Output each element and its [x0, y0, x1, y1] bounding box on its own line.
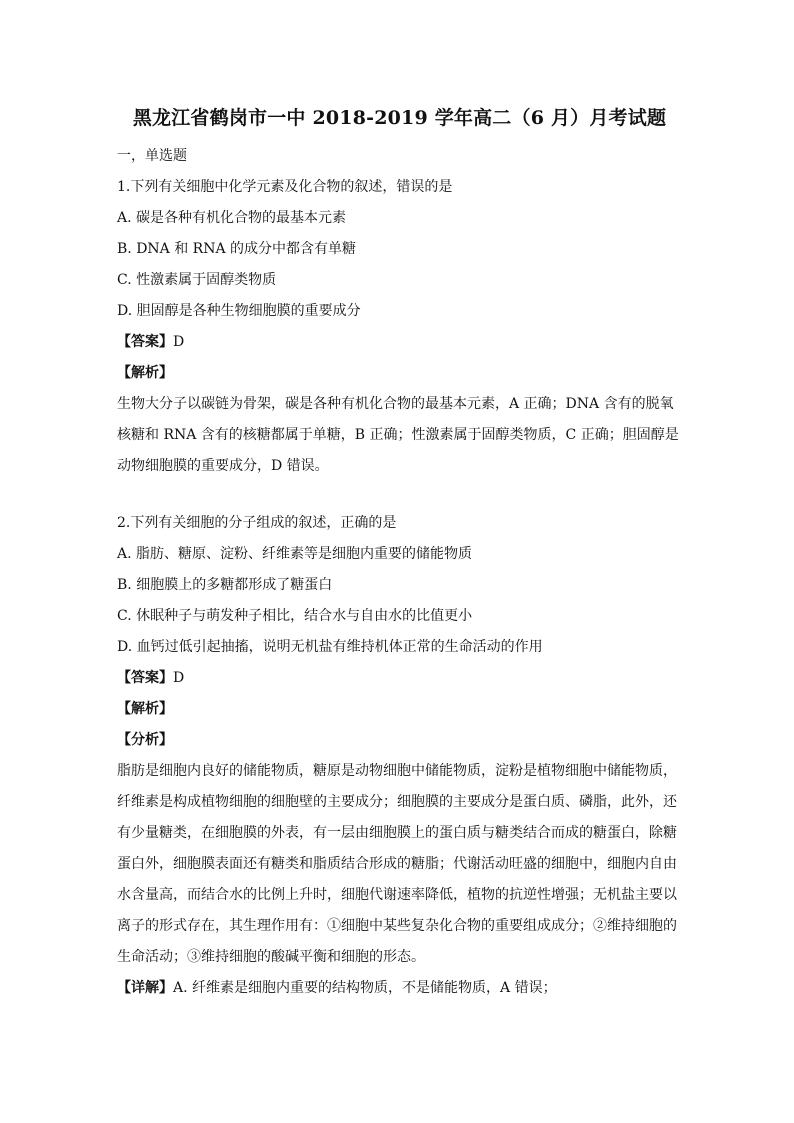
answer-value: D — [173, 670, 185, 686]
question-2-analysis-label: 【解析】 — [117, 701, 173, 717]
xiangjie-label: 【详解】 — [117, 980, 173, 996]
fenxi-line: 有少量糖类，在细胞膜的外表，有一层由细胞膜上的蛋白质与糖类结合而成的糖蛋白，除糖 — [117, 825, 677, 841]
fenxi-line: 生命活动；③维持细胞的酸碱平衡和细胞的形态。 — [117, 949, 425, 965]
answer-label: 【答案】 — [117, 670, 173, 686]
question-1-option-a: A. 碳是各种有机化合物的最基本元素 — [117, 210, 347, 226]
fenxi-line: 纤维素是构成植物细胞的细胞壁的主要成分；细胞膜的主要成分是蛋白质、磷脂，此外，还 — [117, 794, 677, 810]
fenxi-line: 水含量高，而结合水的比例上升时，细胞代谢速率降低，植物的抗逆性增强；无机盐主要以 — [117, 887, 677, 903]
question-2-option-d: D. 血钙过低引起抽搐，说明无机盐有维持机体正常的生命活动的作用 — [117, 639, 543, 655]
answer-label: 【答案】 — [117, 334, 173, 350]
question-2-option-b: B. 细胞膜上的多糖都形成了糖蛋白 — [117, 577, 333, 593]
analysis-line: 动物细胞膜的重要成分，D 错误。 — [117, 458, 329, 474]
fenxi-line: 蛋白外，细胞膜表面还有糖类和脂质结合形成的糖脂；代谢活动旺盛的细胞中，细胞内自由 — [117, 856, 677, 872]
xiangjie-text: A. 纤维素是细胞内重要的结构物质，不是储能物质，A 错误； — [173, 980, 557, 996]
section-heading: 一，单选题 — [117, 148, 187, 164]
question-1 — [117, 172, 682, 482]
question-2-answer — [117, 663, 682, 694]
question-2-stem: 2.下列有关细胞的分子组成的叙述，正确的是 — [117, 515, 397, 531]
question-2-xiangjie — [117, 973, 682, 1004]
question-2-fenxi-label: 【分析】 — [117, 732, 173, 748]
question-2-option-c: C. 休眠种子与萌发种子相比，结合水与自由水的比值更小 — [117, 608, 473, 624]
answer-value: D — [173, 334, 185, 350]
question-1-option-d: D. 胆固醇是各种生物细胞膜的重要成分 — [117, 303, 361, 319]
question-1-option-c: C. 性激素属于固醇类物质 — [117, 272, 277, 288]
document-page — [117, 103, 682, 1004]
question-1-analysis-label: 【解析】 — [117, 365, 173, 381]
page-title: 黑龙江省鹤岗市一中 2018-2019 学年高二（6 月）月考试题 — [132, 107, 667, 129]
question-1-answer — [117, 327, 682, 358]
analysis-line: 核糖和 RNA 含有的核糖都属于单糖，B 正确；性激素属于固醇类物质，C 正确；胆固醇是 — [117, 427, 679, 443]
fenxi-line: 离子的形式存在，其生理作用有：①细胞中某些复杂化合物的重要组成成分；②维持细胞的 — [117, 918, 677, 934]
question-1-option-b: B. DNA 和 RNA 的成分中都含有单糖 — [117, 241, 357, 257]
spacer — [117, 482, 682, 508]
analysis-line: 生物大分子以碳链为骨架，碳是各种有机化合物的最基本元素，A 正确；DNA 含有的脱氧 — [117, 396, 674, 412]
question-1-stem: 1.下列有关细胞中化学元素及化合物的叙述，错误的是 — [117, 179, 453, 195]
question-2 — [117, 508, 682, 1004]
fenxi-line: 脂肪是细胞内良好的储能物质，糖原是动物细胞中储能物质，淀粉是植物细胞中储能物质， — [117, 763, 677, 779]
question-1-analysis — [117, 389, 682, 482]
question-2-fenxi — [117, 756, 682, 973]
question-2-option-a: A. 脂肪、糖原、淀粉、纤维素等是细胞内重要的储能物质 — [117, 546, 473, 562]
